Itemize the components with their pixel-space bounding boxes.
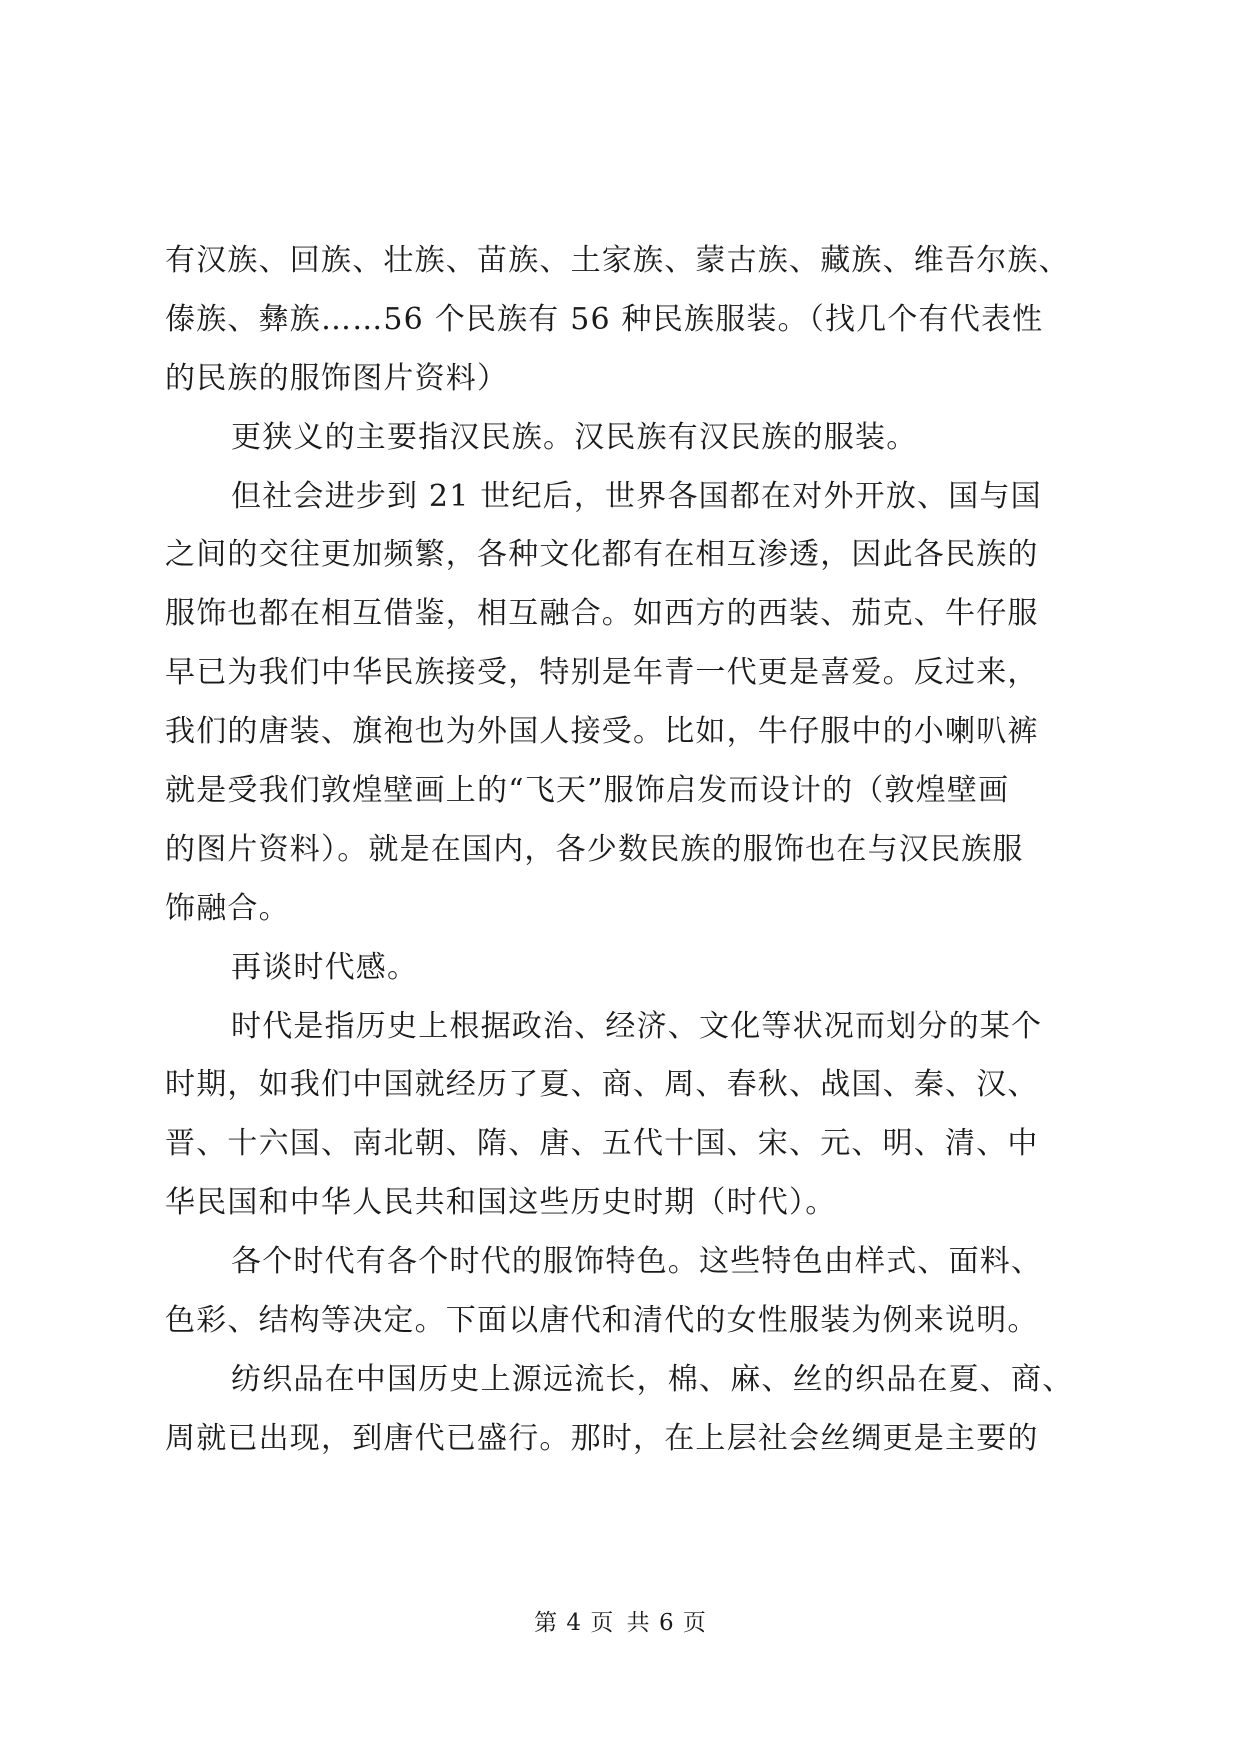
paragraph	[165, 232, 1125, 409]
page-total: 共 6 页	[626, 1610, 707, 1636]
text-line: 有汉族、回族、壮族、苗族、土家族、蒙古族、藏族、维吾尔族、	[165, 243, 1070, 278]
paragraph	[165, 939, 1125, 998]
text-line: 傣族、彝族……56 个民族有 56 种民族服装。（找几个有代表性	[165, 301, 1044, 337]
paragraph	[165, 409, 1125, 468]
paragraph	[165, 998, 1125, 1234]
text-line: 我们的唐装、旗袍也为外国人接受。比如，牛仔服中的小喇叭裤	[165, 714, 1039, 750]
text-line: 就是受我们敦煌壁画上的“飞天”服饰启发而设计的（敦煌壁画	[165, 773, 1010, 809]
page-footer	[0, 1604, 1241, 1637]
text-line: 周就已出现，到唐代已盛行。那时，在上层社会丝绸更是主要的	[165, 1420, 1039, 1456]
paragraph	[165, 1351, 1125, 1469]
text-line: 纺织品在中国历史上源远流长，棉、麻、丝的织品在夏、商、	[231, 1361, 1074, 1397]
text-line: 晋、十六国、南北朝、隋、唐、五代十国、宋、元、明、清、中	[165, 1126, 1039, 1162]
text-line: 更狭义的主要指汉民族。汉民族有汉民族的服装。	[231, 419, 918, 455]
document-body	[165, 232, 1125, 1469]
text-line: 的民族的服饰图片资料）	[165, 360, 509, 396]
text-line: 饰融合。	[165, 890, 290, 926]
text-line: 服饰也都在相互借鉴，相互融合。如西方的西装、茄克、牛仔服	[165, 596, 1039, 632]
text-line: 各个时代有各个时代的服饰特色。这些特色由样式、面料、	[231, 1244, 1043, 1280]
text-line: 色彩、结构等决定。下面以唐代和清代的女性服装为例来说明。	[165, 1303, 1039, 1339]
text-line: 但社会进步到 21 世纪后，世界各国都在对外开放、国与国	[231, 478, 1042, 514]
text-line: 之间的交往更加频繁，各种文化都有在相互渗透，因此各民族的	[165, 537, 1039, 573]
paragraph	[165, 1233, 1125, 1351]
paragraph	[165, 468, 1125, 939]
text-line: 华民国和中华人民共和国这些历史时期（时代）。	[165, 1185, 837, 1221]
page-number: 第 4 页	[534, 1610, 615, 1636]
text-line: 再谈时代感。	[231, 949, 419, 985]
text-line: 早已为我们中华民族接受，特别是年青一代更是喜爱。反过来，	[165, 655, 1039, 691]
text-line: 的图片资料）。就是在国内，各少数民族的服饰也在与汉民族服	[165, 831, 1024, 867]
text-line: 时期，如我们中国就经历了夏、商、周、春秋、战国、秦、汉、	[165, 1067, 1039, 1103]
text-line: 时代是指历史上根据政治、经济、文化等状况而划分的某个	[231, 1008, 1043, 1044]
